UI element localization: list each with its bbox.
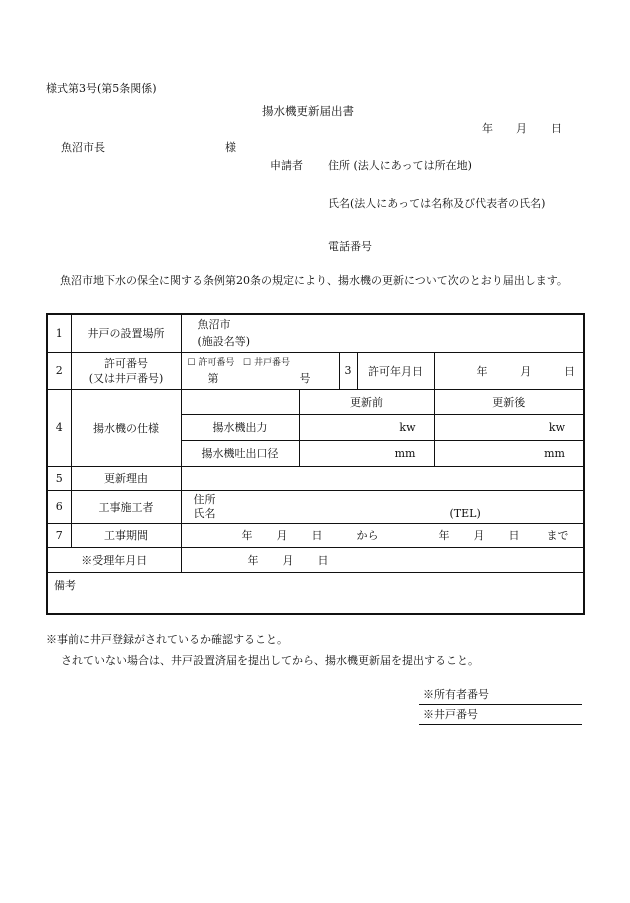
well-number-label: (又は井戸番号)	[88, 371, 164, 385]
row-number: 6	[47, 490, 71, 523]
row-receipt-date	[47, 547, 584, 572]
row-well-location	[47, 314, 584, 352]
before-update-header: 更新前	[299, 389, 434, 414]
year-label: 年	[476, 364, 488, 378]
receipt-date-label: ※受理年月日	[47, 547, 181, 572]
row-label: 井戸の設置場所	[71, 314, 181, 352]
row-number: 4	[47, 389, 71, 466]
phone-label: 電話番号	[328, 240, 372, 253]
form-number: 様式第3号(第5条関係)	[46, 82, 157, 95]
row-remarks	[47, 572, 584, 614]
update-reason-field[interactable]	[181, 466, 584, 490]
contractor-address-label: 住所	[193, 492, 216, 506]
output-before-field[interactable]: kw	[299, 414, 434, 440]
addressee: 魚沼市長	[61, 141, 105, 154]
output-after-field[interactable]: kw	[434, 414, 584, 440]
row-label: 揚水機の仕様	[71, 389, 181, 466]
well-location-field[interactable]	[181, 314, 584, 352]
honorific: 様	[225, 141, 236, 154]
facility-name-hint: (施設名等)	[197, 335, 251, 349]
date-year: 年	[482, 122, 493, 135]
permit-date-field[interactable]	[434, 352, 584, 389]
applicant-label: 申請者	[270, 159, 303, 172]
permit-number-checkbox[interactable]: ☐ 許可番号	[187, 357, 235, 368]
day-label: 日	[564, 364, 575, 378]
contractor-field[interactable]	[181, 490, 584, 523]
owner-number-label: ※所有者番号	[423, 688, 489, 701]
remarks-field[interactable]	[47, 572, 584, 614]
dai-label: 第	[207, 371, 219, 385]
contractor-tel-label: (TEL)	[449, 506, 481, 520]
row-pump-spec-header	[47, 389, 584, 414]
after-update-header: 更新後	[434, 389, 584, 414]
address-label: 住所 (法人にあっては所在地)	[328, 159, 472, 172]
row-label: 更新理由	[71, 466, 181, 490]
to-month-label: 月	[473, 529, 485, 542]
from-label: から	[356, 529, 379, 542]
row-permit-number	[47, 352, 584, 389]
permit-number-field[interactable]	[181, 352, 339, 389]
pump-output-label: 揚水機出力	[181, 414, 299, 440]
diameter-after-field[interactable]: mm	[434, 440, 584, 466]
row-number: 7	[47, 523, 71, 547]
declaration-text: 魚沼市地下水の保全に関する条例第20条の規定により、揚水機の更新について次のとおり届出します。	[60, 274, 568, 287]
row-number: 3	[339, 352, 357, 389]
row-number: 2	[47, 352, 71, 389]
date-day: 日	[551, 122, 562, 135]
row-construction-period	[47, 523, 584, 547]
from-year-label: 年	[241, 529, 253, 542]
contractor-name-label: 氏名	[193, 506, 216, 520]
row-label	[71, 352, 181, 389]
permit-number-label: 許可番号	[104, 356, 148, 370]
permit-date-label: 許可年月日	[357, 352, 434, 389]
row-contractor	[47, 490, 584, 523]
spec-blank	[181, 389, 299, 414]
document-title: 揚水機更新届出書	[262, 104, 354, 118]
name-label: 氏名(法人にあっては名称及び代表者の氏名)	[328, 197, 546, 210]
well-number-checkbox[interactable]: ☐ 井戸番号	[243, 357, 290, 368]
note-line-2: されていない場合は、井戸設置済届を提出してから、揚水機更新届を提出すること。	[61, 654, 479, 667]
diameter-before-field[interactable]: mm	[299, 440, 434, 466]
remarks-label: 備考	[54, 578, 76, 592]
month-label: 月	[520, 364, 532, 378]
well-number-field[interactable]	[419, 706, 582, 725]
notification-table	[46, 313, 585, 615]
receipt-day-label: 日	[317, 553, 329, 567]
until-label: まで	[546, 529, 569, 542]
pump-diameter-label: 揚水機吐出口径	[181, 440, 299, 466]
go-label: 号	[299, 371, 311, 385]
well-number-ref-label: ※井戸番号	[423, 708, 478, 721]
receipt-year-label: 年	[247, 553, 259, 567]
from-month-label: 月	[276, 529, 288, 542]
row-update-reason	[47, 466, 584, 490]
row-label: 工事期間	[71, 523, 181, 547]
receipt-date-field[interactable]	[181, 547, 584, 572]
to-day-label: 日	[508, 529, 520, 542]
from-day-label: 日	[311, 529, 323, 542]
receipt-month-label: 月	[282, 553, 294, 567]
row-number: 1	[47, 314, 71, 352]
date-month: 月	[516, 122, 527, 135]
owner-number-field[interactable]	[419, 686, 582, 705]
row-number: 5	[47, 466, 71, 490]
row-label: 工事施工者	[71, 490, 181, 523]
note-line-1: ※事前に井戸登録がされているか確認すること。	[46, 633, 288, 646]
city-prefix: 魚沼市	[197, 318, 231, 332]
construction-period-field[interactable]	[181, 523, 584, 547]
to-year-label: 年	[438, 529, 450, 542]
